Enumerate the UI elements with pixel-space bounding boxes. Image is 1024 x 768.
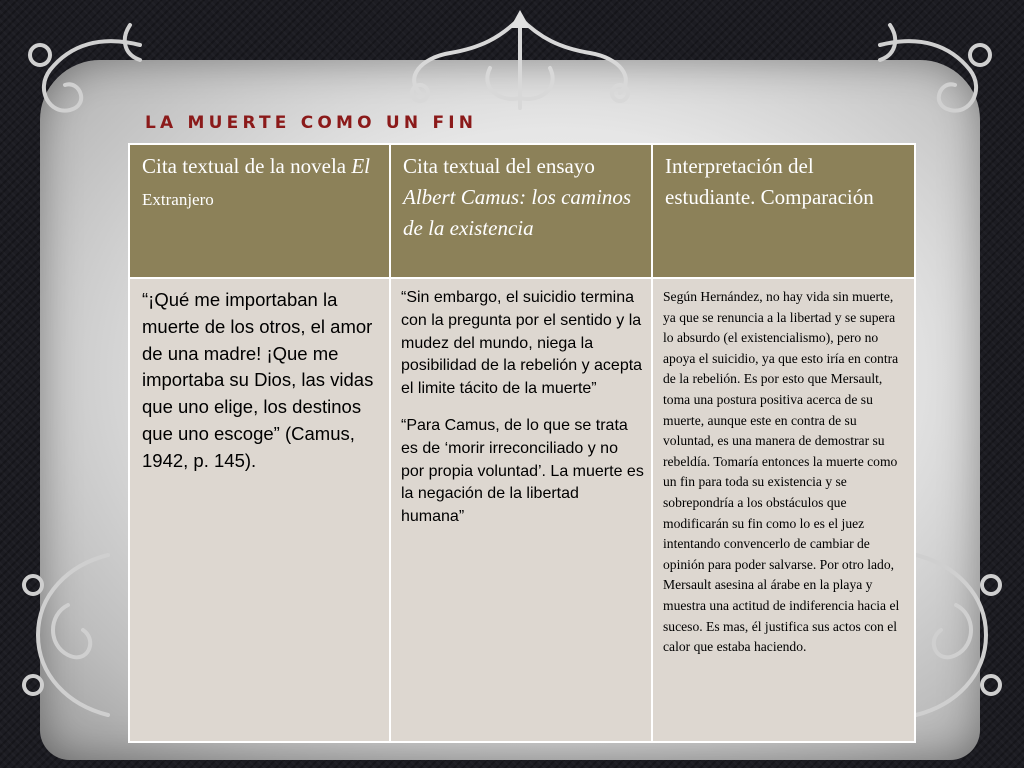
novel-quote-cell — [129, 278, 390, 742]
essay-quote-2: “Para Camus, de lo que se trata es de ‘morir irreconciliado y no por propia voluntad’. La muerte es la negación de la libertad humana” — [401, 416, 644, 526]
top-center-ornament — [380, 8, 660, 118]
content-row — [129, 278, 915, 742]
header-essay-quote: Cita textual del ensayo Albert Camus: los caminos de la existencia — [390, 144, 652, 278]
header-student-interpretation: Interpretación del estudiante. Comparación — [652, 144, 915, 278]
slide-title: LA MUERTE COMO UN FIN — [145, 113, 478, 133]
comparison-table — [128, 143, 916, 743]
interpretation-cell — [652, 278, 915, 742]
essay-quote-1: “Sin embargo, el suicidio termina con la pregunta por el sentido y la mudez del mundo, niega la posibilidad de la rebelión y acepta el limite tácito de la muerte” — [401, 289, 643, 398]
novel-quote-text: “¡Qué me importaban la muerte de los otros, el amor de una madre! ¡Que me importaba su Dios, las vidas que uno elige, los destinos que uno escoge” (Camus, 1942, p. 145). — [142, 289, 374, 471]
essay-quote-cell — [390, 278, 652, 742]
interpretation-text: Según Hernández, no hay vida sin muerte, ya que se renuncia a la libertad y se supera lo absurdo (el existencialismo), pero no apoya el suicidio, ya que esto iría en contra de la rebelión. Es por esto que Mersault, toma una postura positiva acerca de su muerte, aunque este en contra de su voluntad, es una manera de demostrar su rebeldía. Tomaría entonces la muerte como un fin para toda su existencia y se sobrepondría a los obstáculos que modificarán su fin como lo es el juez intentando convencerlo de cambiar de opinión para poder salvarse. Por otro lado, Mersault asesina al árabe en la playa y muestra una actitud de indiferencia hacia el suceso. Es mas, él justifica sus actos con el calor que estaba haciendo. — [663, 289, 900, 655]
top-left-ornament — [10, 15, 150, 135]
header-row — [129, 144, 915, 278]
header-novel-quote: Cita textual de la novela El Extranjero — [129, 144, 390, 278]
bottom-left-ornament — [8, 545, 128, 725]
top-right-ornament — [870, 15, 1010, 135]
